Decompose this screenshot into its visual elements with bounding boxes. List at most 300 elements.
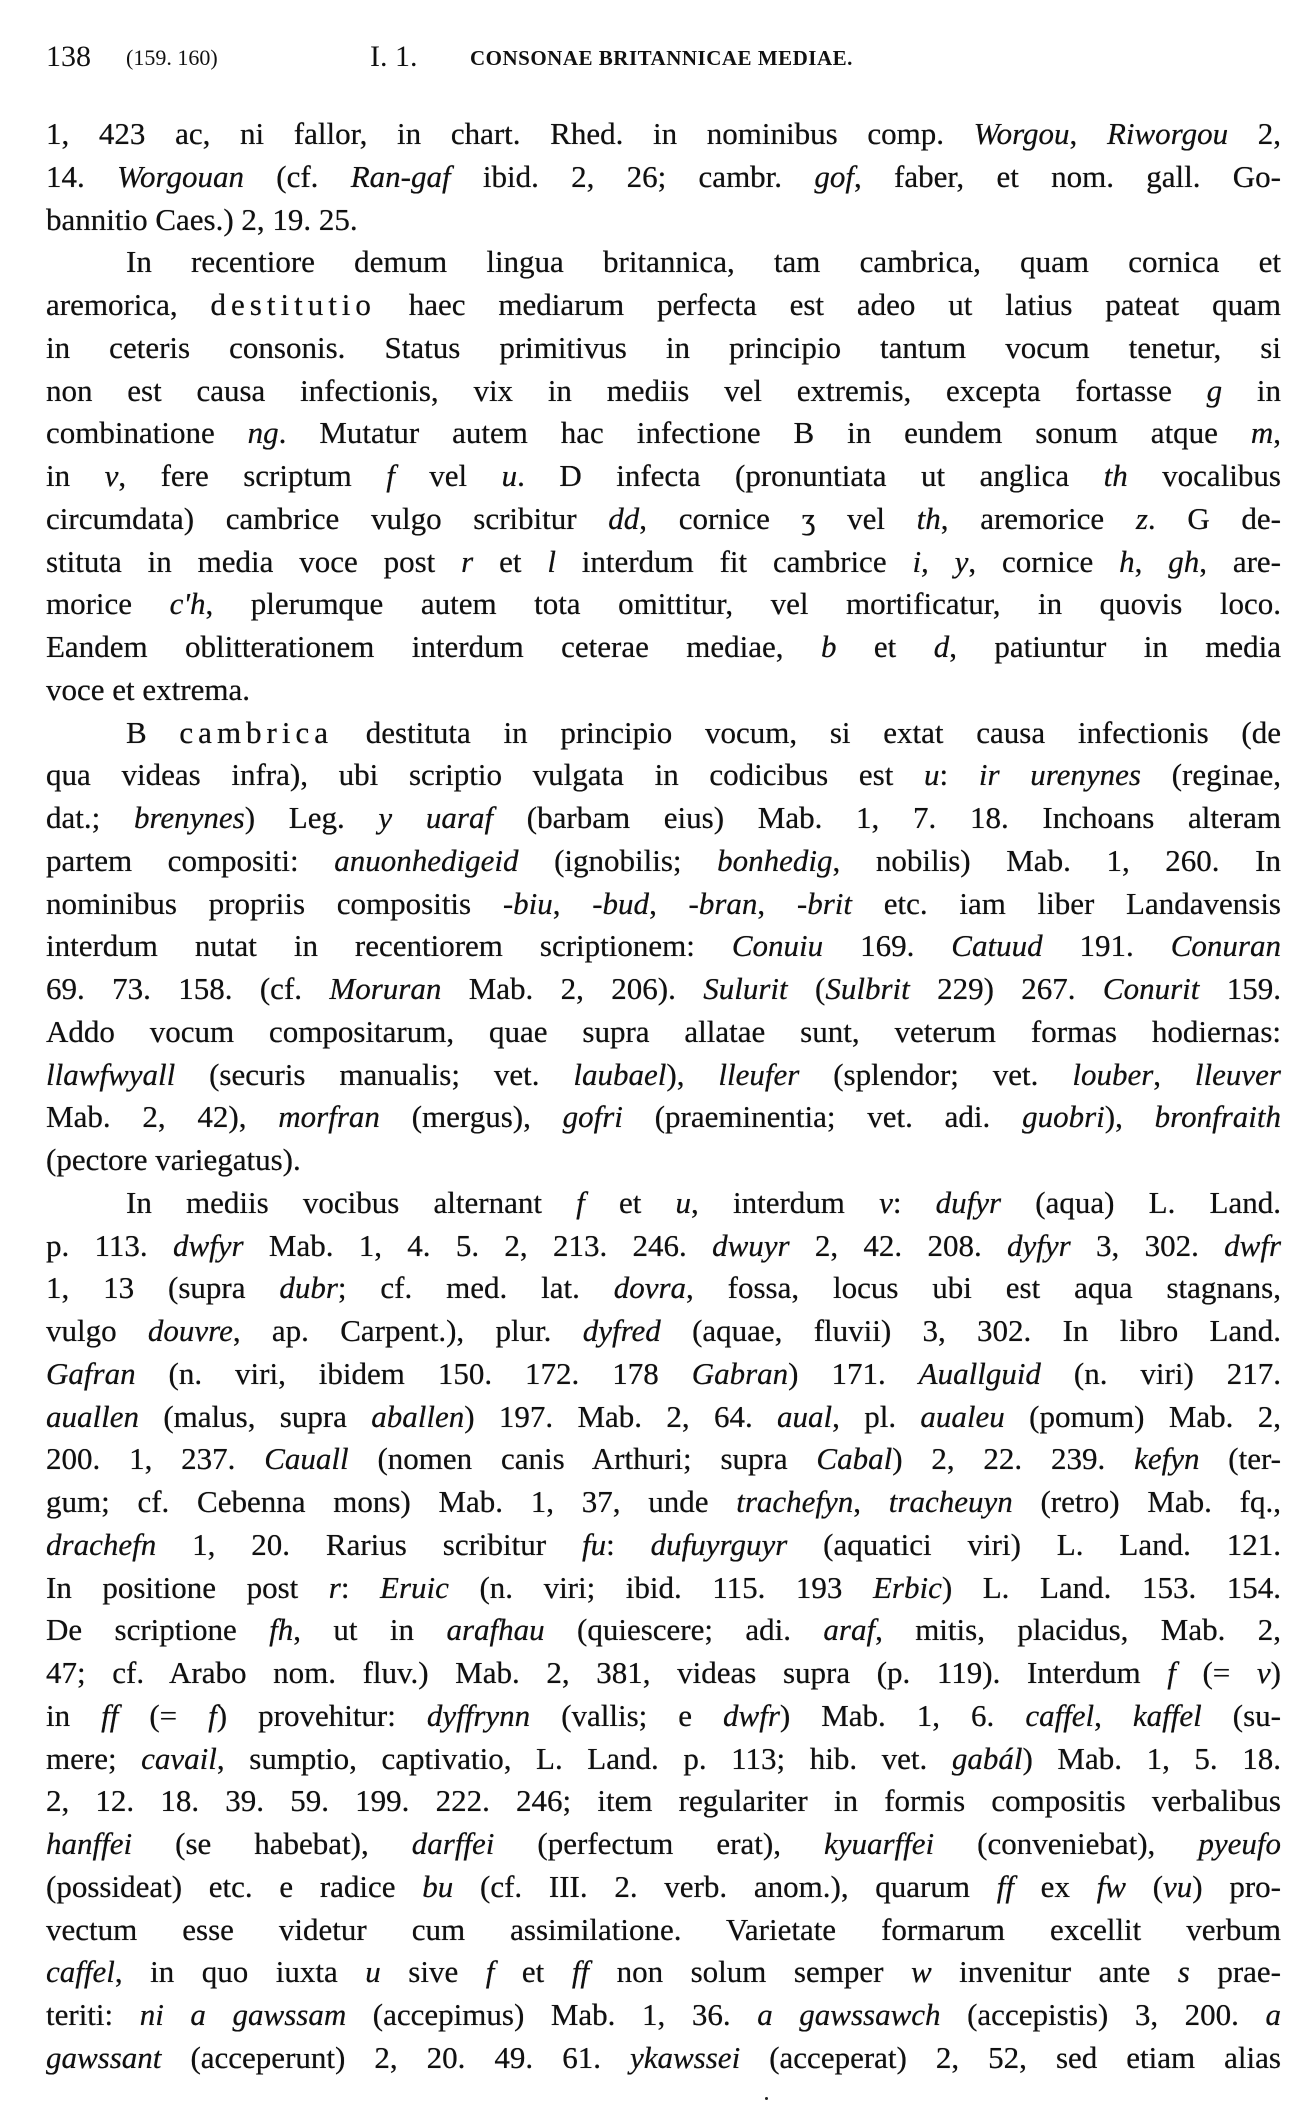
text-run: ), — [666, 1056, 719, 1092]
text-run: vocalibus — [1127, 458, 1281, 493]
italic-term: h — [1119, 543, 1135, 579]
italic-term: Catuud — [951, 928, 1043, 964]
alternate-page-numbers: (159. 160) — [126, 45, 218, 70]
italic-term: f — [576, 1184, 585, 1220]
italic-term: l — [547, 543, 556, 579]
text-run: non solum semper — [589, 1954, 911, 1990]
text-run: (retro) Mab. fq., — [1012, 1484, 1281, 1519]
text-run: (pectore variegatus). — [46, 1142, 301, 1177]
text-run: , nobilis) Mab. 1, 260. In — [832, 842, 1282, 878]
text-run: , — [1094, 1697, 1133, 1733]
text-line — [46, 1353, 1281, 1396]
italic-term: -bud — [592, 885, 650, 921]
italic-term: bu — [422, 1868, 454, 1904]
text-run: (ter- — [1199, 1441, 1282, 1477]
text-run: (reginae, — [1141, 757, 1281, 793]
text-run: , fere scriptum — [118, 458, 387, 493]
text-run: ) 197. Mab. 2, 64. — [464, 1398, 778, 1434]
text-run: (cf. — [243, 158, 351, 194]
text-run: non est causa infectionis, vix in mediis vel extremis, excepta fortasse — [46, 372, 1207, 408]
italic-term: b — [820, 629, 837, 664]
italic-term: ni a gawssam — [139, 1997, 347, 2032]
text-line — [46, 1524, 1281, 1567]
text-run: et — [473, 543, 548, 579]
text-line — [46, 840, 1281, 883]
text-run: B — [126, 714, 180, 750]
text-run: stituta in media voce post — [46, 543, 462, 579]
text-run: : — [340, 1569, 381, 1605]
italic-term: caffel — [1025, 1697, 1095, 1733]
italic-term: fu — [582, 1526, 607, 1562]
italic-term: Auallguid — [918, 1355, 1041, 1391]
text-run: , — [853, 1484, 889, 1519]
italic-term: bonhedig — [717, 842, 833, 878]
italic-term: Erbic — [872, 1569, 942, 1605]
text-line — [46, 1780, 1281, 1823]
text-run: circumdata) cambrice vulgo scribitur — [46, 500, 609, 536]
text-run: 169. — [823, 928, 952, 964]
text-run: , ap. Carpent.), plur. — [232, 1313, 583, 1348]
text-run: et — [836, 629, 934, 664]
italic-term: dyffrynn — [426, 1697, 531, 1733]
text-run: destituta in principio vocum, si extat causa infectionis (de — [333, 714, 1281, 750]
text-run: , aremorice — [940, 500, 1136, 536]
text-run: . D infecta (pronuntiata ut anglica — [517, 458, 1104, 493]
italic-term: lleuver — [1194, 1056, 1281, 1092]
text-run: vulgo — [46, 1313, 148, 1348]
italic-term: dyfred — [582, 1313, 661, 1348]
text-line — [46, 1096, 1281, 1139]
italic-term: -biu — [502, 885, 553, 921]
text-line — [46, 626, 1281, 669]
paragraph-first-line — [46, 1182, 1281, 1225]
text-line — [46, 498, 1281, 541]
text-run: interdum nutat in recentiorem scriptionem: — [46, 928, 732, 964]
text-line — [46, 669, 1281, 712]
text-run: 1, 13 (supra — [46, 1270, 280, 1306]
text-run: , — [757, 885, 797, 921]
italic-term: r — [328, 1569, 341, 1605]
text-line — [46, 1310, 1281, 1353]
italic-term: Worgou — [973, 116, 1070, 151]
italic-term: r — [461, 543, 474, 579]
italic-term: laubael — [573, 1056, 667, 1092]
italic-term: th — [916, 500, 941, 536]
italic-term: Conurit — [1102, 971, 1200, 1006]
text-run: (su- — [1201, 1697, 1281, 1733]
text-run: (accepistis) 3, 200. — [940, 1997, 1266, 2032]
italic-term: tracheuyn — [888, 1484, 1013, 1519]
italic-term: ng — [247, 415, 279, 451]
italic-term: dovra — [613, 1270, 687, 1306]
text-run: , fossa, locus ubi est aqua stagnans, — [686, 1270, 1281, 1306]
text-run: 69. 73. 158. (cf. — [46, 971, 330, 1006]
italic-term: z — [1135, 500, 1148, 536]
text-run: ibid. 2, 26; cambr. — [450, 158, 815, 194]
text-run: ), — [1104, 1099, 1155, 1135]
text-line — [46, 199, 1281, 242]
text-run: ) L. Land. 153. 154. — [941, 1569, 1281, 1605]
italic-term: kyuarffei — [823, 1826, 935, 1861]
text-run: (ignobilis; — [518, 842, 718, 878]
text-run: interdum fit cambrice — [555, 543, 913, 579]
text-line — [46, 1909, 1281, 1952]
text-run: , ut in — [293, 1612, 447, 1648]
italic-term: dwfyr — [172, 1227, 244, 1263]
italic-term: dufuyrguyr — [650, 1526, 788, 1562]
text-line — [46, 541, 1281, 584]
text-run: nominibus propriis compositis — [46, 885, 503, 921]
text-line — [46, 1438, 1281, 1481]
text-run: , cornice ʒ vel — [639, 500, 917, 536]
italic-term: f — [1167, 1655, 1176, 1690]
text-run: (acceperat) 2, 52, sed etiam alias — [740, 2039, 1281, 2075]
italic-term: v — [104, 458, 119, 493]
italic-term: u — [924, 757, 940, 793]
text-line — [46, 2037, 1281, 2080]
text-line — [46, 1866, 1281, 1909]
italic-term: dwuyr — [712, 1227, 790, 1263]
text-run: p. 113. — [46, 1227, 173, 1263]
text-run: : — [892, 1184, 936, 1220]
italic-term: araf — [823, 1612, 876, 1648]
text-line — [46, 1652, 1281, 1695]
italic-term: m — [1250, 415, 1274, 451]
italic-term: lleufer — [718, 1056, 800, 1092]
text-line — [46, 455, 1281, 498]
italic-term: hanffei — [46, 1826, 133, 1861]
text-run: In recentiore demum lingua britannica, tam cambrica, quam cornica et — [126, 244, 1281, 280]
text-run: , interdum — [691, 1184, 880, 1220]
text-run: ex — [1013, 1868, 1097, 1904]
italic-term: th — [1103, 458, 1128, 493]
text-run: , — [649, 885, 689, 921]
italic-term: morfran — [278, 1099, 380, 1135]
text-line — [46, 1951, 1281, 1994]
text-line — [46, 1225, 1281, 1268]
text-run: ) — [1270, 1655, 1281, 1690]
text-run: De scriptione — [46, 1612, 270, 1648]
italic-term: u — [365, 1954, 381, 1990]
italic-term: a gawssawch — [757, 1997, 941, 2032]
italic-term: dd — [608, 500, 640, 536]
text-run: (nomen canis Arthuri; supra — [348, 1441, 817, 1477]
italic-term: trachefyn — [736, 1484, 854, 1519]
text-run: : — [606, 1526, 651, 1562]
text-line — [46, 883, 1281, 926]
text-run: , faber, et nom. gall. Go- — [853, 158, 1282, 194]
text-run: Mab. 2, 206). — [441, 971, 704, 1006]
body-text — [46, 113, 1281, 2080]
section-number: I. 1. — [370, 40, 418, 73]
italic-term: Cauall — [264, 1441, 349, 1477]
text-run: etc. iam liber Landavensis — [852, 885, 1282, 921]
text-run: (n. viri; ibid. 115. 193 — [448, 1569, 873, 1605]
text-run: (acceperunt) 2, 20. 49. 61. — [161, 2039, 630, 2075]
text-run: ) 171. — [788, 1355, 919, 1391]
italic-term: brenynes — [133, 800, 245, 835]
italic-term: arafhau — [446, 1612, 545, 1648]
italic-term: d — [933, 629, 950, 664]
italic-term: f — [386, 458, 395, 493]
text-run: 229) 267. — [909, 971, 1103, 1006]
text-run: In mediis vocibus alternant — [126, 1184, 577, 1220]
text-run: (praeminentia; vet. adi. — [622, 1099, 1023, 1135]
text-run: Mab. 1, 4. 5. 2, 213. 246. — [243, 1227, 713, 1263]
text-run: (cf. III. 2. verb. anom.), quarum — [453, 1868, 997, 1904]
text-line — [46, 1396, 1281, 1439]
text-line — [46, 968, 1281, 1011]
text-run: bannitio Caes.) 2, 19. 25. — [46, 201, 358, 237]
text-run: invenitur ante — [931, 1954, 1178, 1990]
italic-term: fh — [269, 1612, 294, 1648]
italic-term: gofri — [562, 1099, 623, 1135]
text-run: ) pro- — [1192, 1868, 1281, 1904]
italic-term: Sulbrit — [825, 971, 910, 1006]
italic-term: drachefn — [46, 1526, 157, 1562]
italic-term: c'h — [169, 586, 206, 622]
running-title: CONSONAE BRITANNICAE MEDIAE. — [470, 46, 853, 70]
italic-term: douvre — [147, 1313, 233, 1348]
text-line — [46, 925, 1281, 968]
text-line — [46, 1994, 1281, 2037]
text-line — [46, 1481, 1281, 1524]
text-run: ) provehitur: — [216, 1697, 427, 1733]
text-run: vel — [394, 458, 502, 493]
text-run: 3, 302. — [1070, 1227, 1225, 1263]
text-run: teriti: — [46, 1997, 140, 2032]
text-line — [46, 583, 1281, 626]
text-run: (malus, supra — [139, 1398, 372, 1434]
text-run: (perfectum erat), — [494, 1826, 824, 1861]
text-run: (vallis; e — [530, 1697, 724, 1733]
text-run: In positione post — [46, 1569, 329, 1605]
italic-term: aualeu — [920, 1398, 1005, 1434]
italic-term: ff — [996, 1868, 1014, 1904]
text-run: , mitis, placidus, Mab. 2, — [875, 1612, 1281, 1648]
text-run: in — [46, 1697, 102, 1733]
italic-term: -bran — [688, 885, 758, 921]
italic-term: u — [675, 1184, 692, 1220]
text-line — [46, 1054, 1281, 1097]
text-line — [46, 156, 1281, 199]
text-line — [46, 370, 1281, 413]
text-run: combinatione — [46, 415, 248, 451]
text-run: sive — [380, 1954, 486, 1990]
text-line — [46, 1139, 1281, 1182]
text-line — [46, 1011, 1281, 1054]
italic-term: Sulurit — [703, 971, 788, 1006]
text-run: . G de- — [1147, 500, 1281, 536]
italic-term: cavail — [141, 1740, 217, 1776]
italic-term: louber — [1072, 1056, 1154, 1092]
text-line — [46, 797, 1281, 840]
text-run: (barbam eius) Mab. 1, 7. 18. Inchoans alteram — [493, 800, 1281, 835]
italic-term: dwfr — [1224, 1227, 1282, 1263]
italic-term: dufyr — [935, 1184, 1002, 1220]
italic-term: Conuiu — [731, 928, 824, 964]
italic-term: dwfr — [723, 1697, 780, 1733]
text-run: 1, 423 ac, ni fallor, in chart. Rhed. in nominibus comp. — [46, 116, 974, 151]
text-run: prae- — [1189, 1954, 1281, 1990]
text-run: vectum esse videtur cum assimilatione. Varietate formarum excellit verbum — [46, 1911, 1281, 1947]
text-run: 47; cf. Arabo nom. fluv.) Mab. 2, 381, videas supra (p. 119). Interdum — [46, 1655, 1168, 1690]
text-run: ) Leg. — [244, 800, 379, 835]
text-run: (aquatici viri) L. Land. 121. — [787, 1526, 1281, 1562]
text-run: morice — [46, 586, 170, 622]
italic-term: gabál — [951, 1740, 1023, 1776]
text-run: (= — [1175, 1655, 1257, 1690]
text-line — [46, 754, 1281, 797]
text-run: , patiuntur in media — [949, 629, 1281, 664]
italic-term: kaffel — [1132, 1697, 1202, 1733]
text-run: dat.; — [46, 800, 134, 835]
italic-term: vu — [1163, 1868, 1193, 1904]
text-run: ; cf. med. lat. — [337, 1270, 614, 1306]
text-run: Eandem oblitterationem interdum ceterae mediae, — [46, 629, 821, 664]
italic-term: f — [208, 1697, 217, 1733]
italic-term: gof — [814, 158, 854, 194]
text-run: in — [46, 458, 105, 493]
text-run: , — [1134, 543, 1169, 579]
text-run: 191. — [1042, 928, 1171, 964]
text-run: . Mutatur autem hac infectione B in eundem sonum atque — [278, 415, 1251, 451]
text-run: , — [1069, 116, 1107, 151]
running-header — [46, 40, 1281, 80]
italic-term: v — [1256, 1655, 1271, 1690]
paragraph-first-line — [46, 241, 1281, 284]
italic-term: ff — [101, 1697, 119, 1733]
italic-term: u — [501, 458, 518, 493]
text-run: (possideat) etc. e radice — [46, 1868, 423, 1904]
text-run: (n. viri) 217. — [1040, 1355, 1281, 1391]
text-run: , in quo iuxta — [114, 1954, 366, 1990]
italic-term: ir urenynes — [978, 757, 1141, 793]
spaced-emphasis: cambrica — [179, 714, 334, 750]
italic-term: g — [1206, 372, 1223, 408]
text-run: (accepimus) Mab. 1, 36. — [346, 1997, 758, 2032]
italic-term: f — [485, 1954, 495, 1990]
text-run: haec mediarum perfecta est adeo ut latius pateat quam — [375, 287, 1282, 322]
text-run: (aquae, fluvii) 3, 302. In libro Land. — [660, 1313, 1281, 1348]
text-run: 1, 20. Rarius scribitur — [156, 1526, 582, 1562]
italic-term: a — [1265, 1997, 1281, 2032]
italic-term: v — [879, 1184, 893, 1220]
italic-term: Riworgou — [1106, 116, 1229, 151]
italic-term: aual — [777, 1398, 833, 1434]
text-run: (pomum) Mab. 2, — [1004, 1398, 1281, 1434]
italic-term: Gabran — [691, 1355, 789, 1391]
text-run: : — [939, 757, 979, 793]
text-run: , — [552, 885, 593, 921]
italic-term: pyeufo — [1198, 1826, 1281, 1861]
text-line — [46, 412, 1281, 455]
text-run: gum; cf. Cebenna mons) Mab. 1, 37, unde — [46, 1484, 737, 1519]
text-run: Addo vocum compositarum, quae supra allatae sunt, veterum formas hodiernas: — [46, 1013, 1281, 1049]
text-line — [46, 1738, 1281, 1781]
italic-term: w — [910, 1954, 932, 1990]
italic-term: fw — [1096, 1868, 1126, 1904]
text-run: 2, 12. 18. 39. 59. 199. 222. 246; item regulariter in formis compositis verbalibus — [46, 1783, 1281, 1819]
text-line — [46, 1823, 1281, 1866]
text-run: (quiescere; adi. — [544, 1612, 824, 1648]
italic-term: aballen — [371, 1398, 465, 1434]
italic-term: Cabal — [816, 1441, 893, 1477]
text-run: , cornice — [968, 543, 1120, 579]
italic-term: Moruran — [329, 971, 442, 1006]
text-run: qua videas infra), ubi scriptio vulgata in codicibus est — [46, 757, 925, 793]
text-run: , — [1273, 415, 1281, 451]
spaced-emphasis: destitutio — [210, 287, 376, 322]
text-line — [46, 1567, 1281, 1610]
italic-term: llawfwyall — [46, 1056, 176, 1092]
text-run: in ceteris consonis. Status primitivus in principio tantum vocum tenetur, si — [46, 329, 1281, 365]
text-run: partem compositi: — [46, 842, 335, 878]
italic-term: i, y — [912, 543, 969, 579]
text-run: (mergus), — [379, 1099, 563, 1135]
text-line — [46, 113, 1281, 156]
italic-term: Gafran — [46, 1355, 136, 1391]
text-run: , sumptio, captivatio, L. Land. p. 113; hib. vet. — [216, 1740, 952, 1776]
italic-term: ykawssei — [629, 2039, 741, 2075]
italic-term: gawssant — [46, 2039, 162, 2075]
italic-term: Conuran — [1170, 928, 1281, 964]
italic-term: Worgouan — [117, 158, 244, 194]
italic-term: gh — [1168, 543, 1200, 579]
text-run: (splendor; vet. — [799, 1056, 1073, 1092]
italic-term: -brit — [796, 885, 853, 921]
text-line — [46, 1267, 1281, 1310]
text-run: , plerumque autem tota omittitur, vel mortificatur, in quovis loco. — [205, 586, 1281, 622]
italic-term: Ran-gaf — [350, 158, 451, 194]
text-run: et — [584, 1184, 676, 1220]
italic-term: anuonhedigeid — [334, 842, 519, 878]
text-run: ) Mab. 1, 6. — [779, 1697, 1026, 1733]
text-run: 159. — [1199, 971, 1282, 1006]
text-run: (= — [118, 1697, 209, 1733]
text-run: ) Mab. 1, 5. 18. — [1022, 1740, 1281, 1776]
italic-term: guobri — [1022, 1099, 1105, 1135]
text-run: , are- — [1199, 543, 1282, 579]
italic-term: s — [1177, 1954, 1190, 1990]
scan-speck — [765, 2097, 768, 2100]
italic-term: y uaraf — [378, 800, 494, 835]
italic-term: Eruic — [380, 1569, 449, 1605]
text-line — [46, 1609, 1281, 1652]
text-run: (se habebat), — [132, 1826, 412, 1861]
italic-term: darffei — [411, 1826, 495, 1861]
italic-term: kefyn — [1134, 1441, 1200, 1477]
text-run: (aqua) L. Land. — [1001, 1184, 1281, 1220]
text-run: Mab. 2, 42), — [46, 1099, 279, 1135]
italic-term: bronfraith — [1154, 1099, 1281, 1135]
text-run: ) 2, 22. 239. — [892, 1441, 1135, 1477]
italic-term: caffel — [46, 1954, 115, 1990]
italic-term: ff — [571, 1954, 590, 1990]
text-run: mere; — [46, 1740, 142, 1776]
text-run: , pl. — [832, 1398, 921, 1434]
text-run: 200. 1, 237. — [46, 1441, 265, 1477]
italic-term: dubr — [279, 1270, 338, 1306]
text-line — [46, 327, 1281, 370]
text-run: 2, 42. 208. — [789, 1227, 1008, 1263]
text-run: voce et extrema. — [46, 671, 250, 707]
text-run: , — [1153, 1056, 1195, 1092]
italic-term: dyfyr — [1007, 1227, 1071, 1263]
text-run: et — [494, 1954, 572, 1990]
paragraph-first-line — [46, 712, 1281, 755]
text-run: in — [1222, 372, 1281, 408]
